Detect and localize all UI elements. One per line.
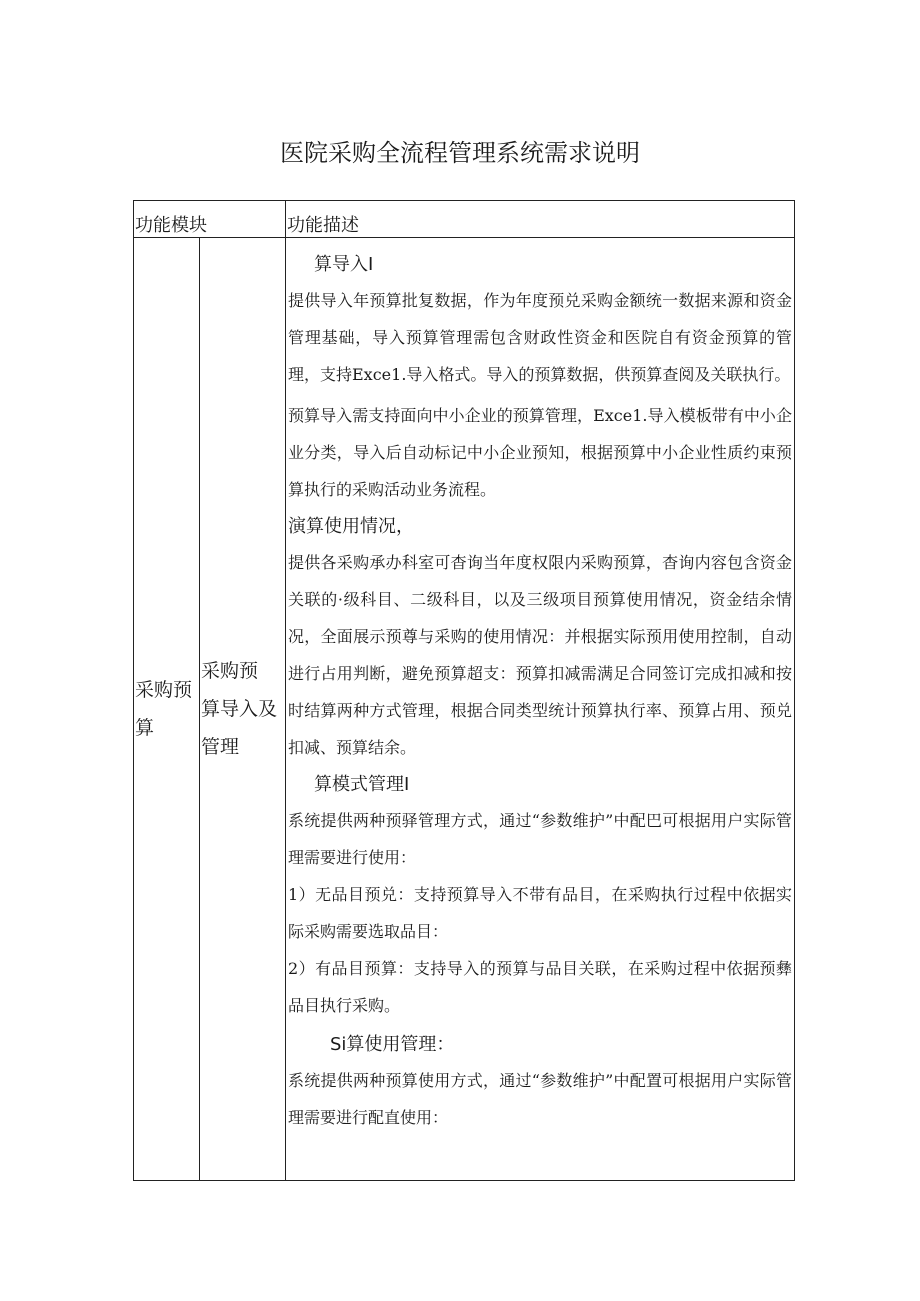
submodule-line: 采购预 xyxy=(201,660,259,682)
table-row xyxy=(134,238,795,1181)
section-paragraph: 预算导入需支持面向中小企业的预算管理，Exce1.导入模板带有中小企业分类，导入后自动标记中小企业预知，根据预算中小企业性质约束预算执行的采购活动业务流程。 xyxy=(288,406,792,499)
description-cell xyxy=(286,238,795,1181)
module-line: 算 xyxy=(135,717,155,739)
section-heading-budget-import: 算导入I xyxy=(314,254,374,275)
requirements-table xyxy=(133,200,795,1181)
section-paragraph: 1）无品目预兑：支持预算导入不带有品目，在采购执行过程中依据实际采购需要选取品目： xyxy=(288,885,792,941)
header-function-description: 功能描述 xyxy=(286,201,795,238)
section-paragraph: 系统提供两种预驿管理方式，通过“参数维护”中配巴可根据用户实际管理需要进行使用： xyxy=(288,811,792,867)
module-line: 采购预 xyxy=(135,679,193,701)
section-paragraph: 2）有品目预算：支持导入的预算与品目关联，在采购过程中依据预彝品目执行采购。 xyxy=(288,959,792,1015)
section-heading-budget-usage: 演算使用情况， xyxy=(288,516,414,537)
header-function-module: 功能模块 xyxy=(134,201,286,238)
submodule-line: 管理 xyxy=(201,736,240,758)
section-heading-budget-use-management: Si算使用管理： xyxy=(330,1034,455,1055)
submodule-line: 算导入及 xyxy=(201,698,278,720)
table-header-row xyxy=(134,201,795,238)
section-paragraph: 提供导入年预算批复数据，作为年度预兑采购金额统一数据来源和资金管理基础，导入预算管理需包含财政性资金和医院自有资金预算的管理，支持Exce1.导入格式。导入的预算数据，供预算查阅及关联执行。 xyxy=(288,291,792,384)
section-heading-budget-mode: 算模式管理I xyxy=(314,774,410,795)
module-cell xyxy=(134,238,200,1181)
section-paragraph: 提供各采购承办科室可杳询当年度权限内采购预算，杳询内容包含资金关联的·级科目、二级科目，以及三级项目预算使用情况，资金结余情况，全面展示预尊与采购的使用情况：并根据实际预用使用控制，自动进行占用判断，避免预算超支：预算扣减需满足合同签订完成扣减和按时结算两种方式管理，根据合同类型统计预算执行率、预算占用、预兑扣减、预算结余。 xyxy=(288,553,792,757)
submodule-cell xyxy=(200,238,286,1181)
document-title: 医院采购全流程管理系统需求说明 xyxy=(280,139,640,167)
section-paragraph: 系统提供两种预算使用方式，通过“参数维护”中配置可根据用户实际管理需要进行配直使用： xyxy=(288,1071,792,1127)
